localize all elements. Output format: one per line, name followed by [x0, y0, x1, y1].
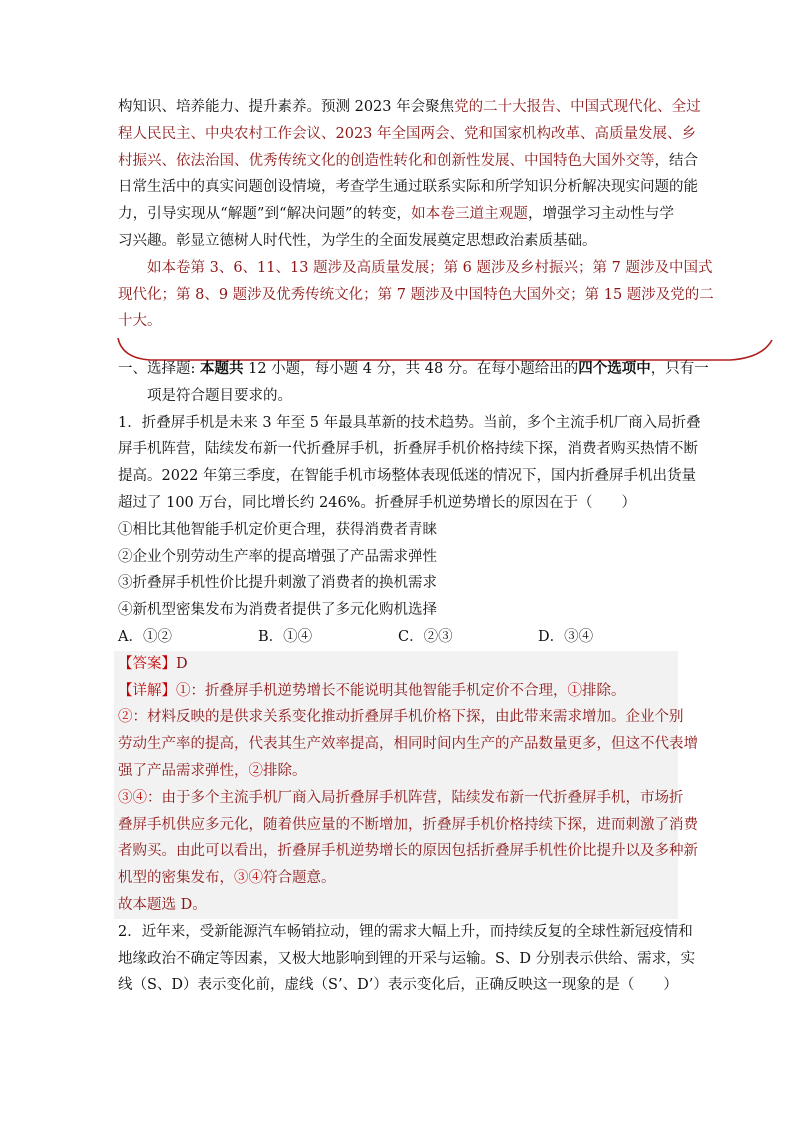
- analysis: [118, 678, 698, 919]
- analysis-line: [118, 678, 674, 705]
- option-a[interactable]: A．①②: [118, 628, 172, 645]
- analysis-line: [118, 892, 674, 919]
- analysis-line: [118, 731, 698, 758]
- text-segment: ：折叠屏手机逆势增长不能说明其他智能手机定价不合理，: [190, 682, 568, 699]
- statement-item: ②企业个别劳动生产率的提高增强了产品需求弹性: [118, 548, 437, 565]
- text-segment: 如本卷第 3、6、11、13 题涉及高质量发展；第 6 题涉及乡村振兴；第 7 题涉及中国式: [147, 259, 713, 276]
- analysis-line: [118, 812, 698, 839]
- text-segment: ③④: [118, 789, 147, 806]
- text-segment: 劳动生产率的提高，代表其生产效率提高，相同时间内生产的产品数量更多，但这不代表增: [118, 736, 698, 753]
- text-segment: 一、选择题:: [118, 361, 200, 377]
- section-heading: [118, 356, 709, 410]
- question-stem-line: 超过了 100 万台，同比增长约 246%。折叠屏手机逆势增长的原因在于（ ）: [118, 494, 636, 511]
- text-segment: 项是符合题目要求的。: [147, 387, 292, 404]
- text-segment: 故本题选 D。: [118, 896, 207, 913]
- text-segment: 党的二十大报告、中国式现代化、全过: [454, 99, 701, 115]
- question-stem-line: 屏手机阵营，陆续发布新一代折叠屏手机，折叠屏手机价格持续下探，消费者购买热情不断: [118, 441, 698, 458]
- intro-line: [118, 148, 698, 175]
- exam-analysis-intro: [118, 94, 714, 335]
- statement-item: ①相比其他智能手机定价更合理，获得消费者青睐: [118, 521, 437, 538]
- text-segment: 程人民民主、中央农村工作会议、2023 年全国两会、党和国家机构改革、高质量发展、乡: [118, 125, 697, 142]
- text-segment: 本题共: [200, 360, 244, 377]
- question-stem-line: 线（S、D）表示变化前，虚线（S’、D’）表示变化后，正确反映这一现象的是（ ）: [118, 977, 678, 994]
- question-stem: [118, 410, 701, 517]
- question-stem-line: 2．近年来，受新能源汽车畅销拉动，锂的需求大幅上升，而持续反复的全球性新冠疫情和: [118, 923, 693, 940]
- text-segment: 十大。: [118, 313, 162, 330]
- text-segment: 村振兴、依法治国、优秀传统文化的创造性转化和创新性发展、中国特色大国外交等: [118, 152, 655, 169]
- text-segment: 如本卷三道主观题: [411, 206, 528, 223]
- statement-item: ④新机型密集发布为消费者提供了多元化购机选择: [118, 602, 437, 619]
- text-segment: ②: [118, 709, 133, 726]
- answer-options: [118, 624, 674, 651]
- analysis-line: [118, 838, 698, 865]
- answer-label: 【答案】: [118, 655, 176, 672]
- question-stem-line: 提高。2022 年第三季度，在智能手机市场整体表现低迷的情况下，国内折叠屏手机出货量: [118, 468, 697, 485]
- intro-line: [118, 228, 674, 255]
- text-segment: ①: [176, 682, 191, 699]
- text-segment: 机型的密集发布，: [118, 870, 234, 887]
- section-heading-line: [118, 383, 674, 410]
- text-segment: ③④: [234, 870, 263, 887]
- answer-line: [118, 651, 674, 678]
- analysis-line: [118, 704, 684, 731]
- text-segment: 排除。: [263, 762, 307, 779]
- section-heading-line: [118, 356, 709, 383]
- text-segment: 力，引导实现从“解题”到“解决问题”的转变，: [118, 206, 412, 223]
- text-segment: 现代化；第 8、9 题涉及优秀传统文化；第 7 题涉及中国特色大国外交；第 15 题涉及党的二: [118, 286, 714, 303]
- text-segment: 排除。: [582, 682, 626, 699]
- question-stem-line: 地缘政治不确定等因素，又极大地影响到锂的开采与运输。S、D 分别表示供给、需求，实: [118, 950, 696, 967]
- analysis-line: [118, 785, 684, 812]
- text-segment: ，只有一: [650, 361, 709, 377]
- text-segment: ，结合: [654, 152, 698, 169]
- option-b[interactable]: B．①④: [258, 628, 313, 645]
- question-stem-line: 1．折叠屏手机是未来 3 年至 5 年最具革新的技术趋势。当前，多个主流手机厂商入局折叠: [118, 414, 701, 431]
- analysis-label: 【详解】: [118, 682, 176, 699]
- question-1: [118, 410, 701, 919]
- option-c[interactable]: C．②③: [398, 628, 453, 645]
- statement-item: ③折叠屏手机性价比提升刺激了消费者的换机需求: [118, 575, 437, 592]
- text-segment: 四个选项中: [578, 360, 651, 377]
- statement-list: [118, 517, 674, 624]
- analysis-line: [118, 758, 674, 785]
- text-segment: 日常生活中的真实问题创设情境，考查学生通过联系实际和所学知识分析解决现实问题的能: [118, 179, 698, 196]
- text-segment: ①: [567, 682, 582, 699]
- intro-line: [118, 174, 698, 201]
- answer-block: [114, 651, 698, 919]
- text-segment: 叠屏手机供应多元化，随着供应量的不断增加，折叠屏手机价格持续下探，进而刺激了消费: [118, 816, 698, 833]
- answer-value: D: [176, 655, 188, 672]
- text-segment: 习兴趣。彰显立德树人时代性，为学生的全面发展奠定思想政治素质基础。: [118, 232, 597, 249]
- text-segment: 强了产品需求弹性，: [118, 762, 249, 779]
- text-segment: ，增强学习主动性与学: [528, 206, 675, 223]
- text-segment: ：材料反映的是供求关系变化推动折叠屏手机价格下探，由此带来需求增加。企业个别: [132, 709, 684, 726]
- text-segment: 者购买。由此可以看出，折叠屏手机逆势增长的原因包括折叠屏手机性价比提升以及多种新: [118, 843, 698, 860]
- intro-line: [118, 282, 714, 309]
- analysis-line: [118, 865, 674, 892]
- option-d[interactable]: D．③④: [538, 628, 594, 645]
- text-segment: 符合题意。: [263, 870, 336, 887]
- intro-line: [118, 308, 674, 335]
- text-segment: 12 小题，每小题 4 分，共 48 分。在每小题给出的: [243, 361, 579, 377]
- intro-line: [118, 94, 701, 121]
- question-section: [118, 356, 709, 999]
- intro-line: [118, 201, 674, 228]
- text-segment: 构知识、培养能力、提升素养。预测 2023 年会聚焦: [118, 99, 455, 115]
- intro-line: [118, 121, 697, 148]
- question-2: [118, 919, 696, 999]
- text-segment: ：由于多个主流手机厂商入局折叠屏手机阵营，陆续发布新一代折叠屏手机，市场折: [147, 789, 684, 806]
- intro-line: [118, 255, 713, 282]
- text-segment: ②: [248, 762, 263, 779]
